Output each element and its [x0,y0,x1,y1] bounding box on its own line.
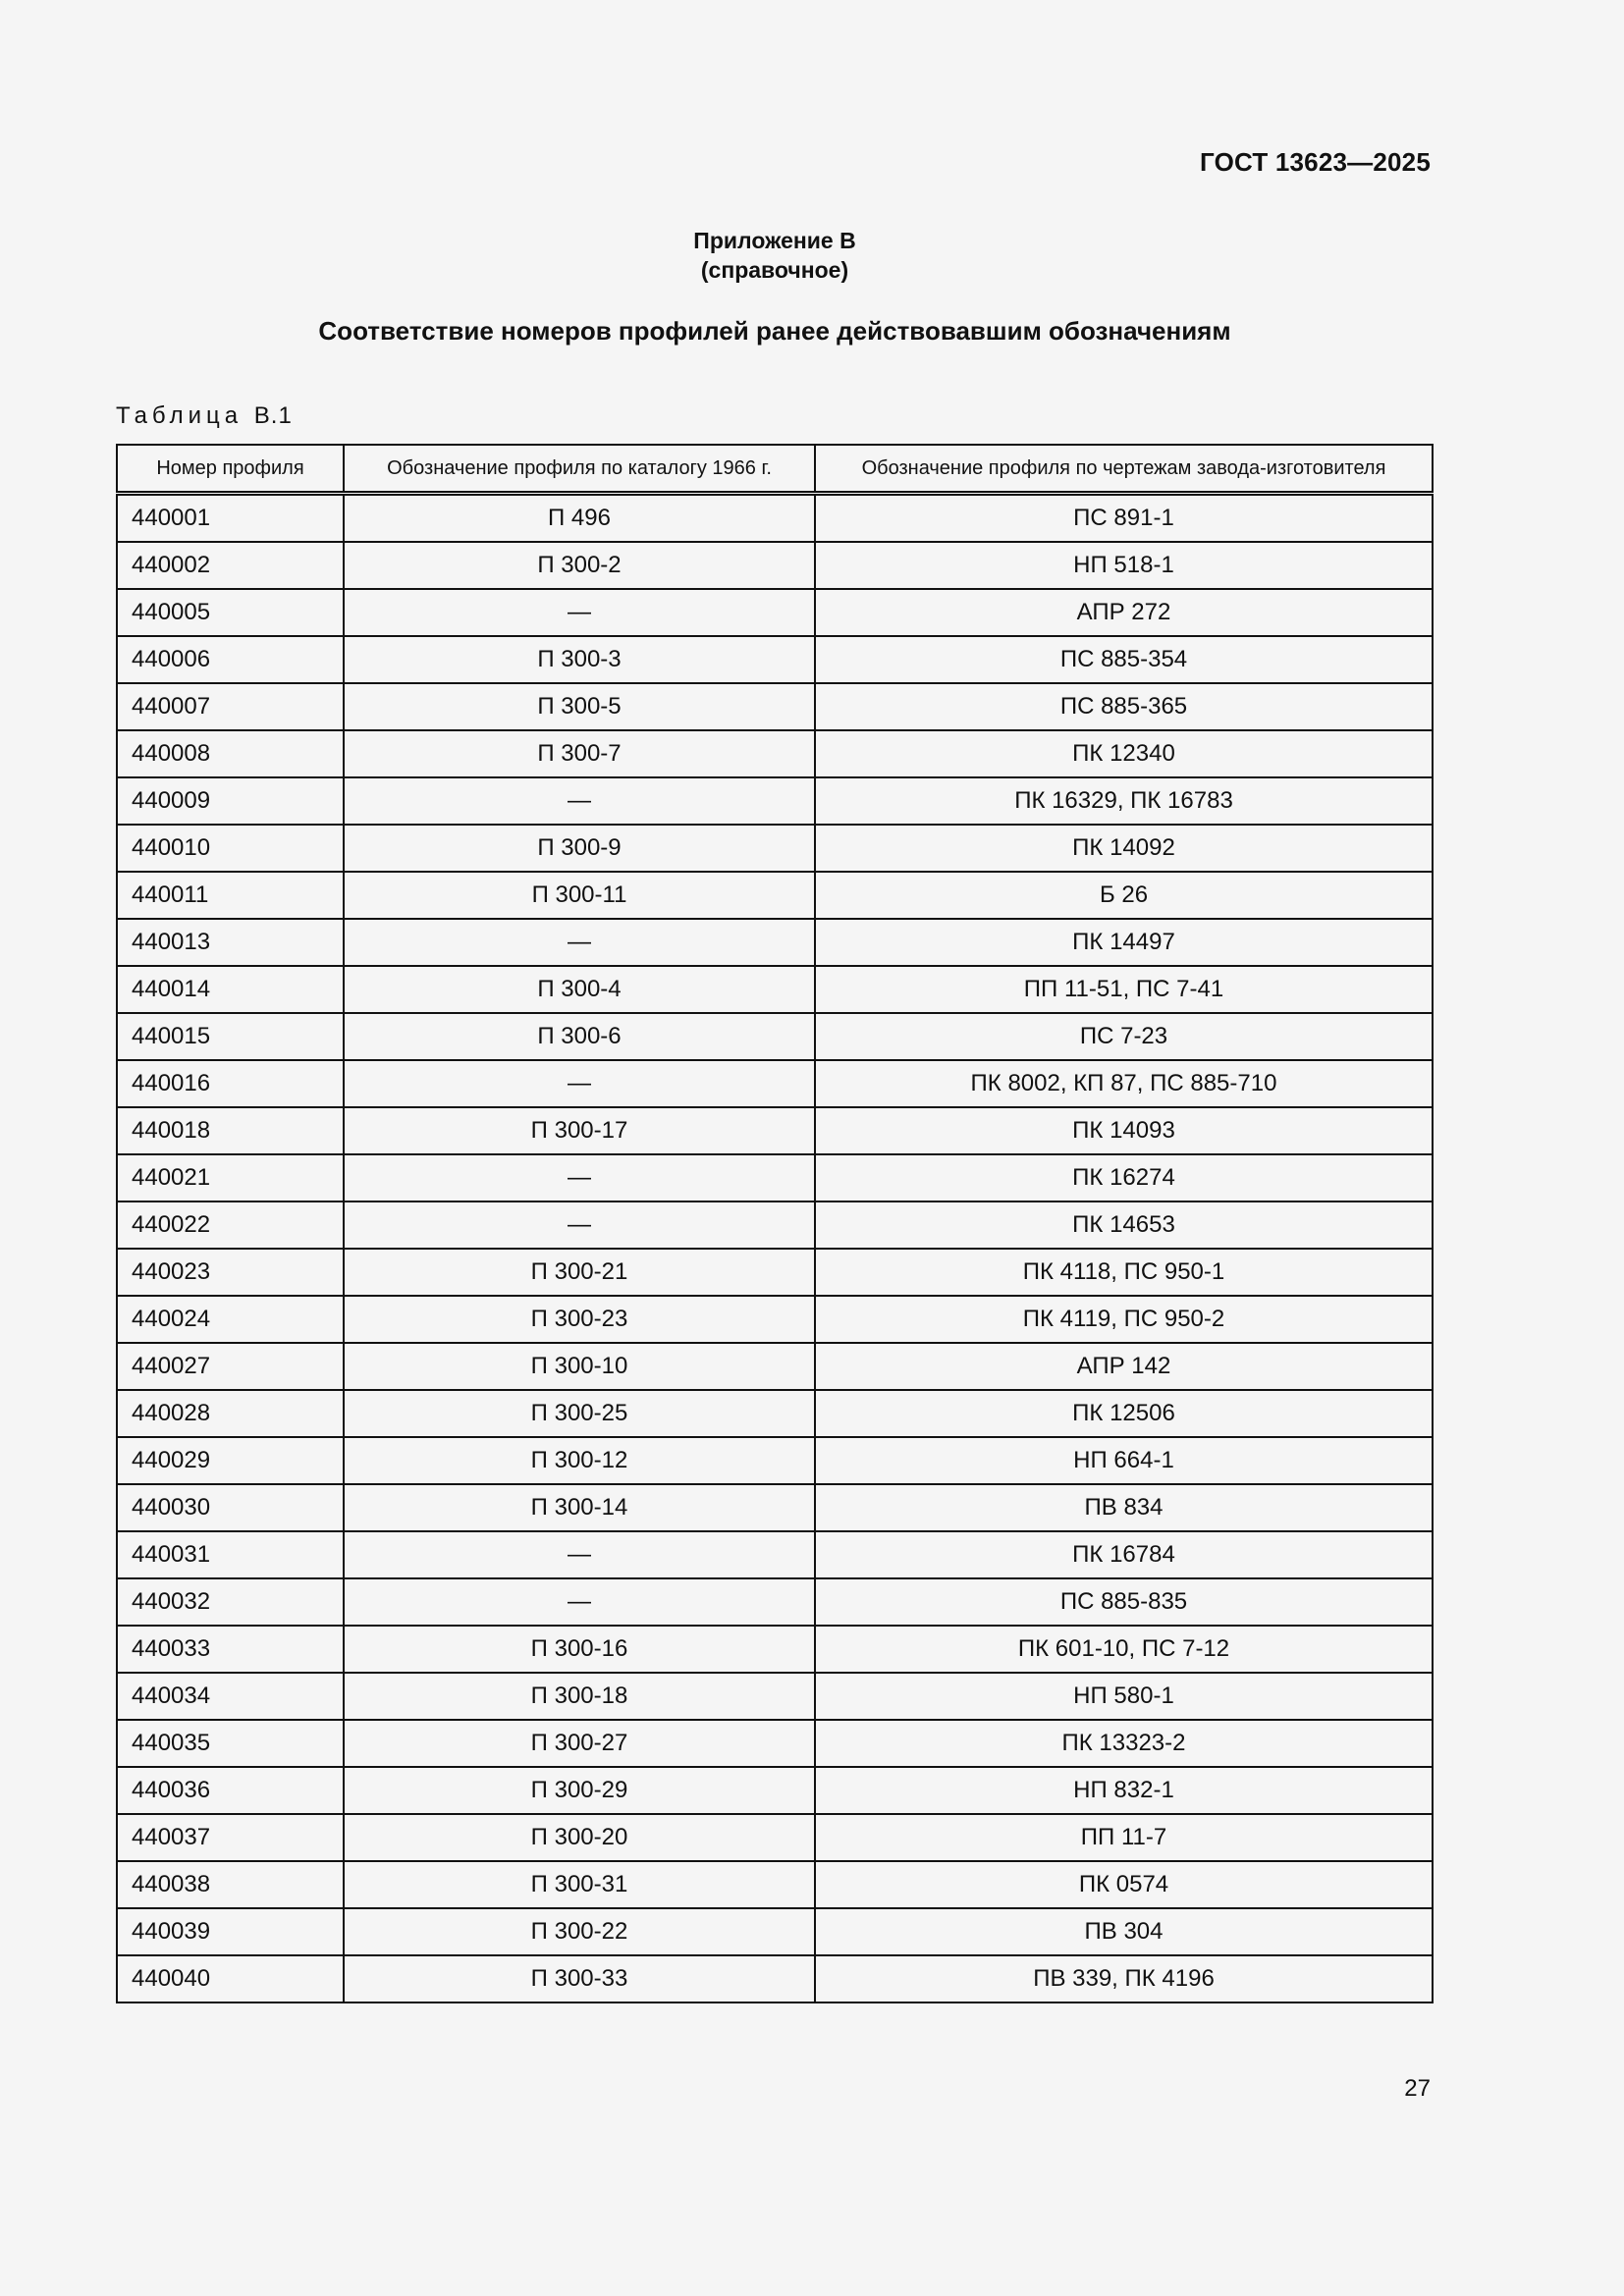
catalog-1966-cell: — [344,1060,815,1107]
profile-number-cell: 440015 [117,1013,344,1060]
table-row [117,589,1433,636]
profile-number-cell: 440036 [117,1767,344,1814]
catalog-1966-cell: П 300-7 [344,730,815,777]
table-row [117,1626,1433,1673]
factory-designation-cell: ПС 885-835 [815,1578,1433,1626]
table-row [117,494,1433,543]
profile-number-cell: 440038 [117,1861,344,1908]
table-caption-number: В.1 [253,402,293,429]
profile-number-cell: 440016 [117,1060,344,1107]
factory-designation-cell: ПС 7-23 [815,1013,1433,1060]
profile-number-cell: 440033 [117,1626,344,1673]
factory-designation-cell: ПП 11-7 [815,1814,1433,1861]
catalog-1966-cell: П 300-23 [344,1296,815,1343]
document-code: ГОСТ 13623—2025 [1200,147,1431,177]
profile-number-cell: 440010 [117,825,344,872]
factory-designation-cell: ПС 885-354 [815,636,1433,683]
table-row [117,966,1433,1013]
column-header-catalog-1966: Обозначение профиля по каталогу 1966 г. [344,445,815,494]
table-row [117,1955,1433,2002]
profile-number-cell: 440031 [117,1531,344,1578]
factory-designation-cell: ПК 4119, ПС 950-2 [815,1296,1433,1343]
profile-number-cell: 440030 [117,1484,344,1531]
catalog-1966-cell: — [344,1531,815,1578]
factory-designation-cell: ПК 12506 [815,1390,1433,1437]
profile-number-cell: 440011 [117,872,344,919]
factory-designation-cell: АПР 142 [815,1343,1433,1390]
profile-number-cell: 440029 [117,1437,344,1484]
catalog-1966-cell: П 300-21 [344,1249,815,1296]
factory-designation-cell: ПВ 339, ПК 4196 [815,1955,1433,2002]
table-row [117,777,1433,825]
catalog-1966-cell: П 300-14 [344,1484,815,1531]
profile-number-cell: 440018 [117,1107,344,1154]
profile-number-cell: 440005 [117,589,344,636]
table-row [117,1390,1433,1437]
table-row [117,1060,1433,1107]
catalog-1966-cell: П 300-17 [344,1107,815,1154]
profile-number-cell: 440022 [117,1201,344,1249]
factory-designation-cell: ПП 11-51, ПС 7-41 [815,966,1433,1013]
factory-designation-cell: ПК 4118, ПС 950-1 [815,1249,1433,1296]
factory-designation-cell: ПВ 834 [815,1484,1433,1531]
factory-designation-cell: ПК 601-10, ПС 7-12 [815,1626,1433,1673]
catalog-1966-cell: П 300-10 [344,1343,815,1390]
profile-number-cell: 440009 [117,777,344,825]
catalog-1966-cell: — [344,1578,815,1626]
table-row [117,1343,1433,1390]
table-caption [116,402,293,430]
factory-designation-cell: АПР 272 [815,589,1433,636]
table-row [117,636,1433,683]
table-row [117,825,1433,872]
catalog-1966-cell: — [344,589,815,636]
factory-designation-cell: ПК 0574 [815,1861,1433,1908]
profile-number-cell: 440008 [117,730,344,777]
catalog-1966-cell: П 300-4 [344,966,815,1013]
catalog-1966-cell: П 300-29 [344,1767,815,1814]
profile-correspondence-table [116,444,1434,2003]
table-row [117,1578,1433,1626]
profile-number-cell: 440002 [117,542,344,589]
factory-designation-cell: ПК 16784 [815,1531,1433,1578]
factory-designation-cell: Б 26 [815,872,1433,919]
table-row [117,1013,1433,1060]
table-row [117,1484,1433,1531]
profile-number-cell: 440039 [117,1908,344,1955]
table-row [117,542,1433,589]
column-header-profile-number: Номер профиля [117,445,344,494]
table-row [117,1673,1433,1720]
table-row [117,1154,1433,1201]
factory-designation-cell: ПК 14653 [815,1201,1433,1249]
catalog-1966-cell: П 300-25 [344,1390,815,1437]
column-header-factory-drawings: Обозначение профиля по чертежам завода-изготовителя [815,445,1433,494]
profile-number-cell: 440034 [117,1673,344,1720]
table-caption-label: Таблица [116,402,244,429]
catalog-1966-cell: П 300-27 [344,1720,815,1767]
factory-designation-cell: ПК 14092 [815,825,1433,872]
factory-designation-cell: НП 664-1 [815,1437,1433,1484]
factory-designation-cell: ПК 14093 [815,1107,1433,1154]
catalog-1966-cell: — [344,1201,815,1249]
profile-number-cell: 440040 [117,1955,344,2002]
profile-number-cell: 440007 [117,683,344,730]
catalog-1966-cell: — [344,1154,815,1201]
table-row [117,730,1433,777]
factory-designation-cell: ПК 12340 [815,730,1433,777]
catalog-1966-cell: П 300-31 [344,1861,815,1908]
factory-designation-cell: ПВ 304 [815,1908,1433,1955]
profile-number-cell: 440037 [117,1814,344,1861]
profile-number-cell: 440013 [117,919,344,966]
table-row [117,872,1433,919]
factory-designation-cell: НП 580-1 [815,1673,1433,1720]
catalog-1966-cell: П 300-22 [344,1908,815,1955]
factory-designation-cell: ПС 891-1 [815,494,1433,543]
page-number: 27 [1404,2075,1431,2102]
factory-designation-cell: НП 832-1 [815,1767,1433,1814]
factory-designation-cell: НП 518-1 [815,542,1433,589]
profile-number-cell: 440021 [117,1154,344,1201]
profile-number-cell: 440027 [117,1343,344,1390]
profile-number-cell: 440032 [117,1578,344,1626]
table-row [117,1201,1433,1249]
table-row [117,1767,1433,1814]
catalog-1966-cell: П 300-6 [344,1013,815,1060]
catalog-1966-cell: П 300-2 [344,542,815,589]
catalog-1966-cell: П 300-18 [344,1673,815,1720]
catalog-1966-cell: — [344,919,815,966]
catalog-1966-cell: П 300-12 [344,1437,815,1484]
profile-number-cell: 440006 [117,636,344,683]
table-row [117,919,1433,966]
catalog-1966-cell: П 300-11 [344,872,815,919]
catalog-1966-cell: П 300-16 [344,1626,815,1673]
profile-number-cell: 440001 [117,494,344,543]
factory-designation-cell: ПС 885-365 [815,683,1433,730]
factory-designation-cell: ПК 14497 [815,919,1433,966]
table-row [117,1861,1433,1908]
factory-designation-cell: ПК 13323-2 [815,1720,1433,1767]
catalog-1966-cell: — [344,777,815,825]
table-row [117,1908,1433,1955]
profile-number-cell: 440024 [117,1296,344,1343]
table-row [117,683,1433,730]
factory-designation-cell: ПК 16274 [815,1154,1433,1201]
table-header-row [117,445,1433,494]
profile-number-cell: 440028 [117,1390,344,1437]
section-title: Соответствие номеров профилей ранее действовавшим обозначениям [318,316,1231,346]
table-row [117,1107,1433,1154]
appendix-title: Приложение В [693,228,856,253]
profile-number-cell: 440014 [117,966,344,1013]
table-row [117,1720,1433,1767]
table-row [117,1296,1433,1343]
table-body [117,494,1433,2003]
factory-designation-cell: ПК 16329, ПК 16783 [815,777,1433,825]
table-row [117,1531,1433,1578]
table-row [117,1249,1433,1296]
appendix-subtitle: (справочное) [700,257,849,283]
catalog-1966-cell: П 300-9 [344,825,815,872]
catalog-1966-cell: П 300-20 [344,1814,815,1861]
table-row [117,1814,1433,1861]
catalog-1966-cell: П 300-33 [344,1955,815,2002]
table-row [117,1437,1433,1484]
profile-number-cell: 440035 [117,1720,344,1767]
factory-designation-cell: ПК 8002, КП 87, ПС 885-710 [815,1060,1433,1107]
catalog-1966-cell: П 300-3 [344,636,815,683]
catalog-1966-cell: П 496 [344,494,815,543]
catalog-1966-cell: П 300-5 [344,683,815,730]
profile-number-cell: 440023 [117,1249,344,1296]
